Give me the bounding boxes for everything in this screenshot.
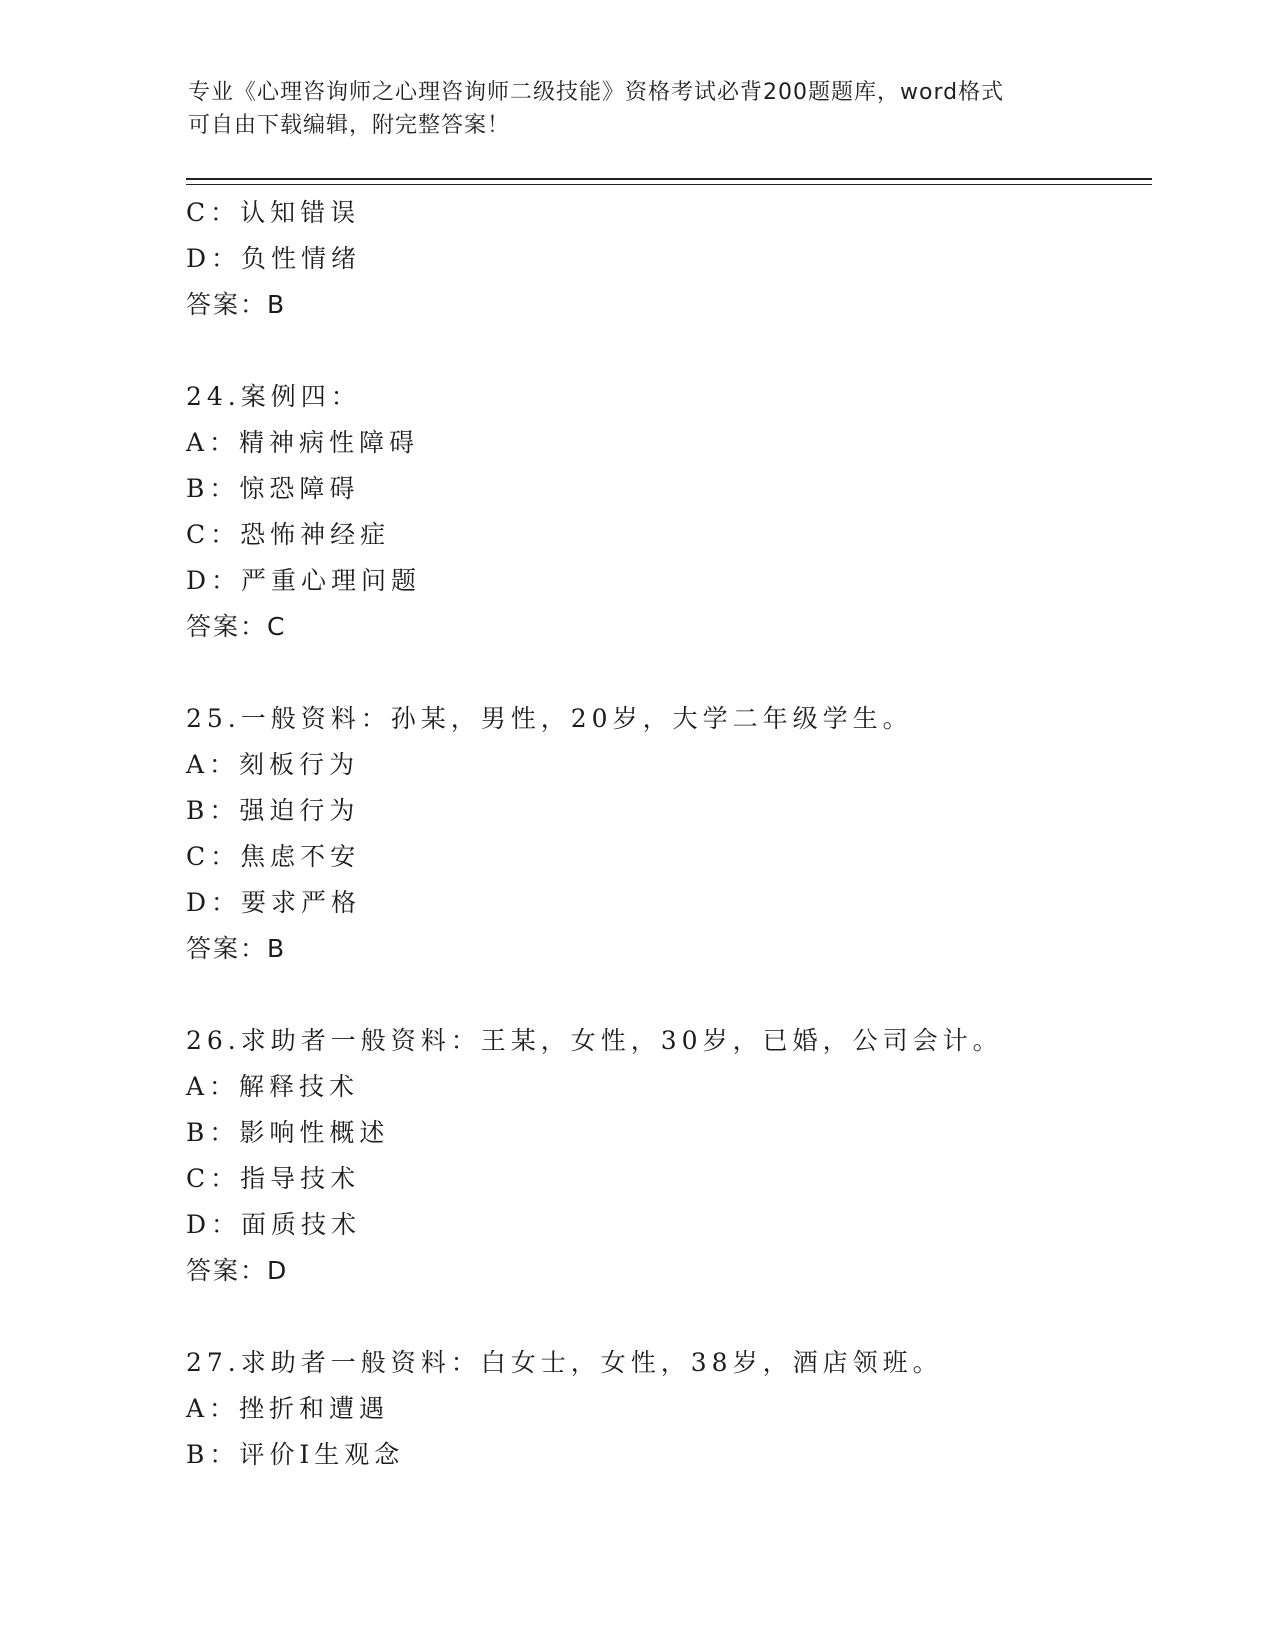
question-27 [186,1340,1146,1478]
option-c: C：指导技术 [186,1164,361,1193]
document-header [188,76,1088,142]
header-rule-thin [186,184,1152,185]
option-a: A：解释技术 [186,1072,360,1101]
question-stem: 24.案例四： [186,382,361,411]
question-24 [186,374,1146,650]
question-stem: 27.求助者一般资料：白女士，女性，38岁，酒店领班。 [186,1348,943,1377]
option-a: A：刻板行为 [186,750,360,779]
answer-line: 答案：D [186,1256,289,1285]
question-stem: 26.求助者一般资料：王某，女性，30岁，已婚，公司会计。 [186,1026,1003,1055]
option-a: A：挫折和遭遇 [186,1394,390,1423]
question-continuation [186,190,1146,328]
header-rule-thick [186,178,1152,180]
option-c: C：认知错误 [186,198,361,227]
spacer [186,650,1146,696]
option-a: A：精神病性障碍 [186,428,420,457]
spacer [186,972,1146,1018]
answer-line: 答案：C [186,612,287,641]
option-c: C：焦虑不安 [186,842,361,871]
question-25 [186,696,1146,972]
question-stem: 25.一般资料：孙某，男性，20岁，大学二年级学生。 [186,704,913,733]
option-d: D：严重心理问题 [186,566,422,595]
option-d: D：面质技术 [186,1210,362,1239]
option-d: D：负性情绪 [186,244,362,273]
answer-line: 答案：B [186,290,287,319]
option-b: B：评价I生观念 [186,1440,405,1469]
question-list [186,190,1146,1478]
spacer [186,1294,1146,1340]
option-c: C：恐怖神经症 [186,520,391,549]
spacer [186,328,1146,374]
option-d: D：要求严格 [186,888,362,917]
option-b: B：强迫行为 [186,796,360,825]
question-26 [186,1018,1146,1294]
answer-line: 答案：B [186,934,287,963]
header-line-2: 可自由下载编辑，附完整答案！ [188,113,511,138]
header-line-1: 专业《心理咨询师之心理咨询师二级技能》资格考试必背200题题库，word格式 [188,80,1005,105]
option-b: B：惊恐障碍 [186,474,360,503]
option-b: B：影响性概述 [186,1118,390,1147]
